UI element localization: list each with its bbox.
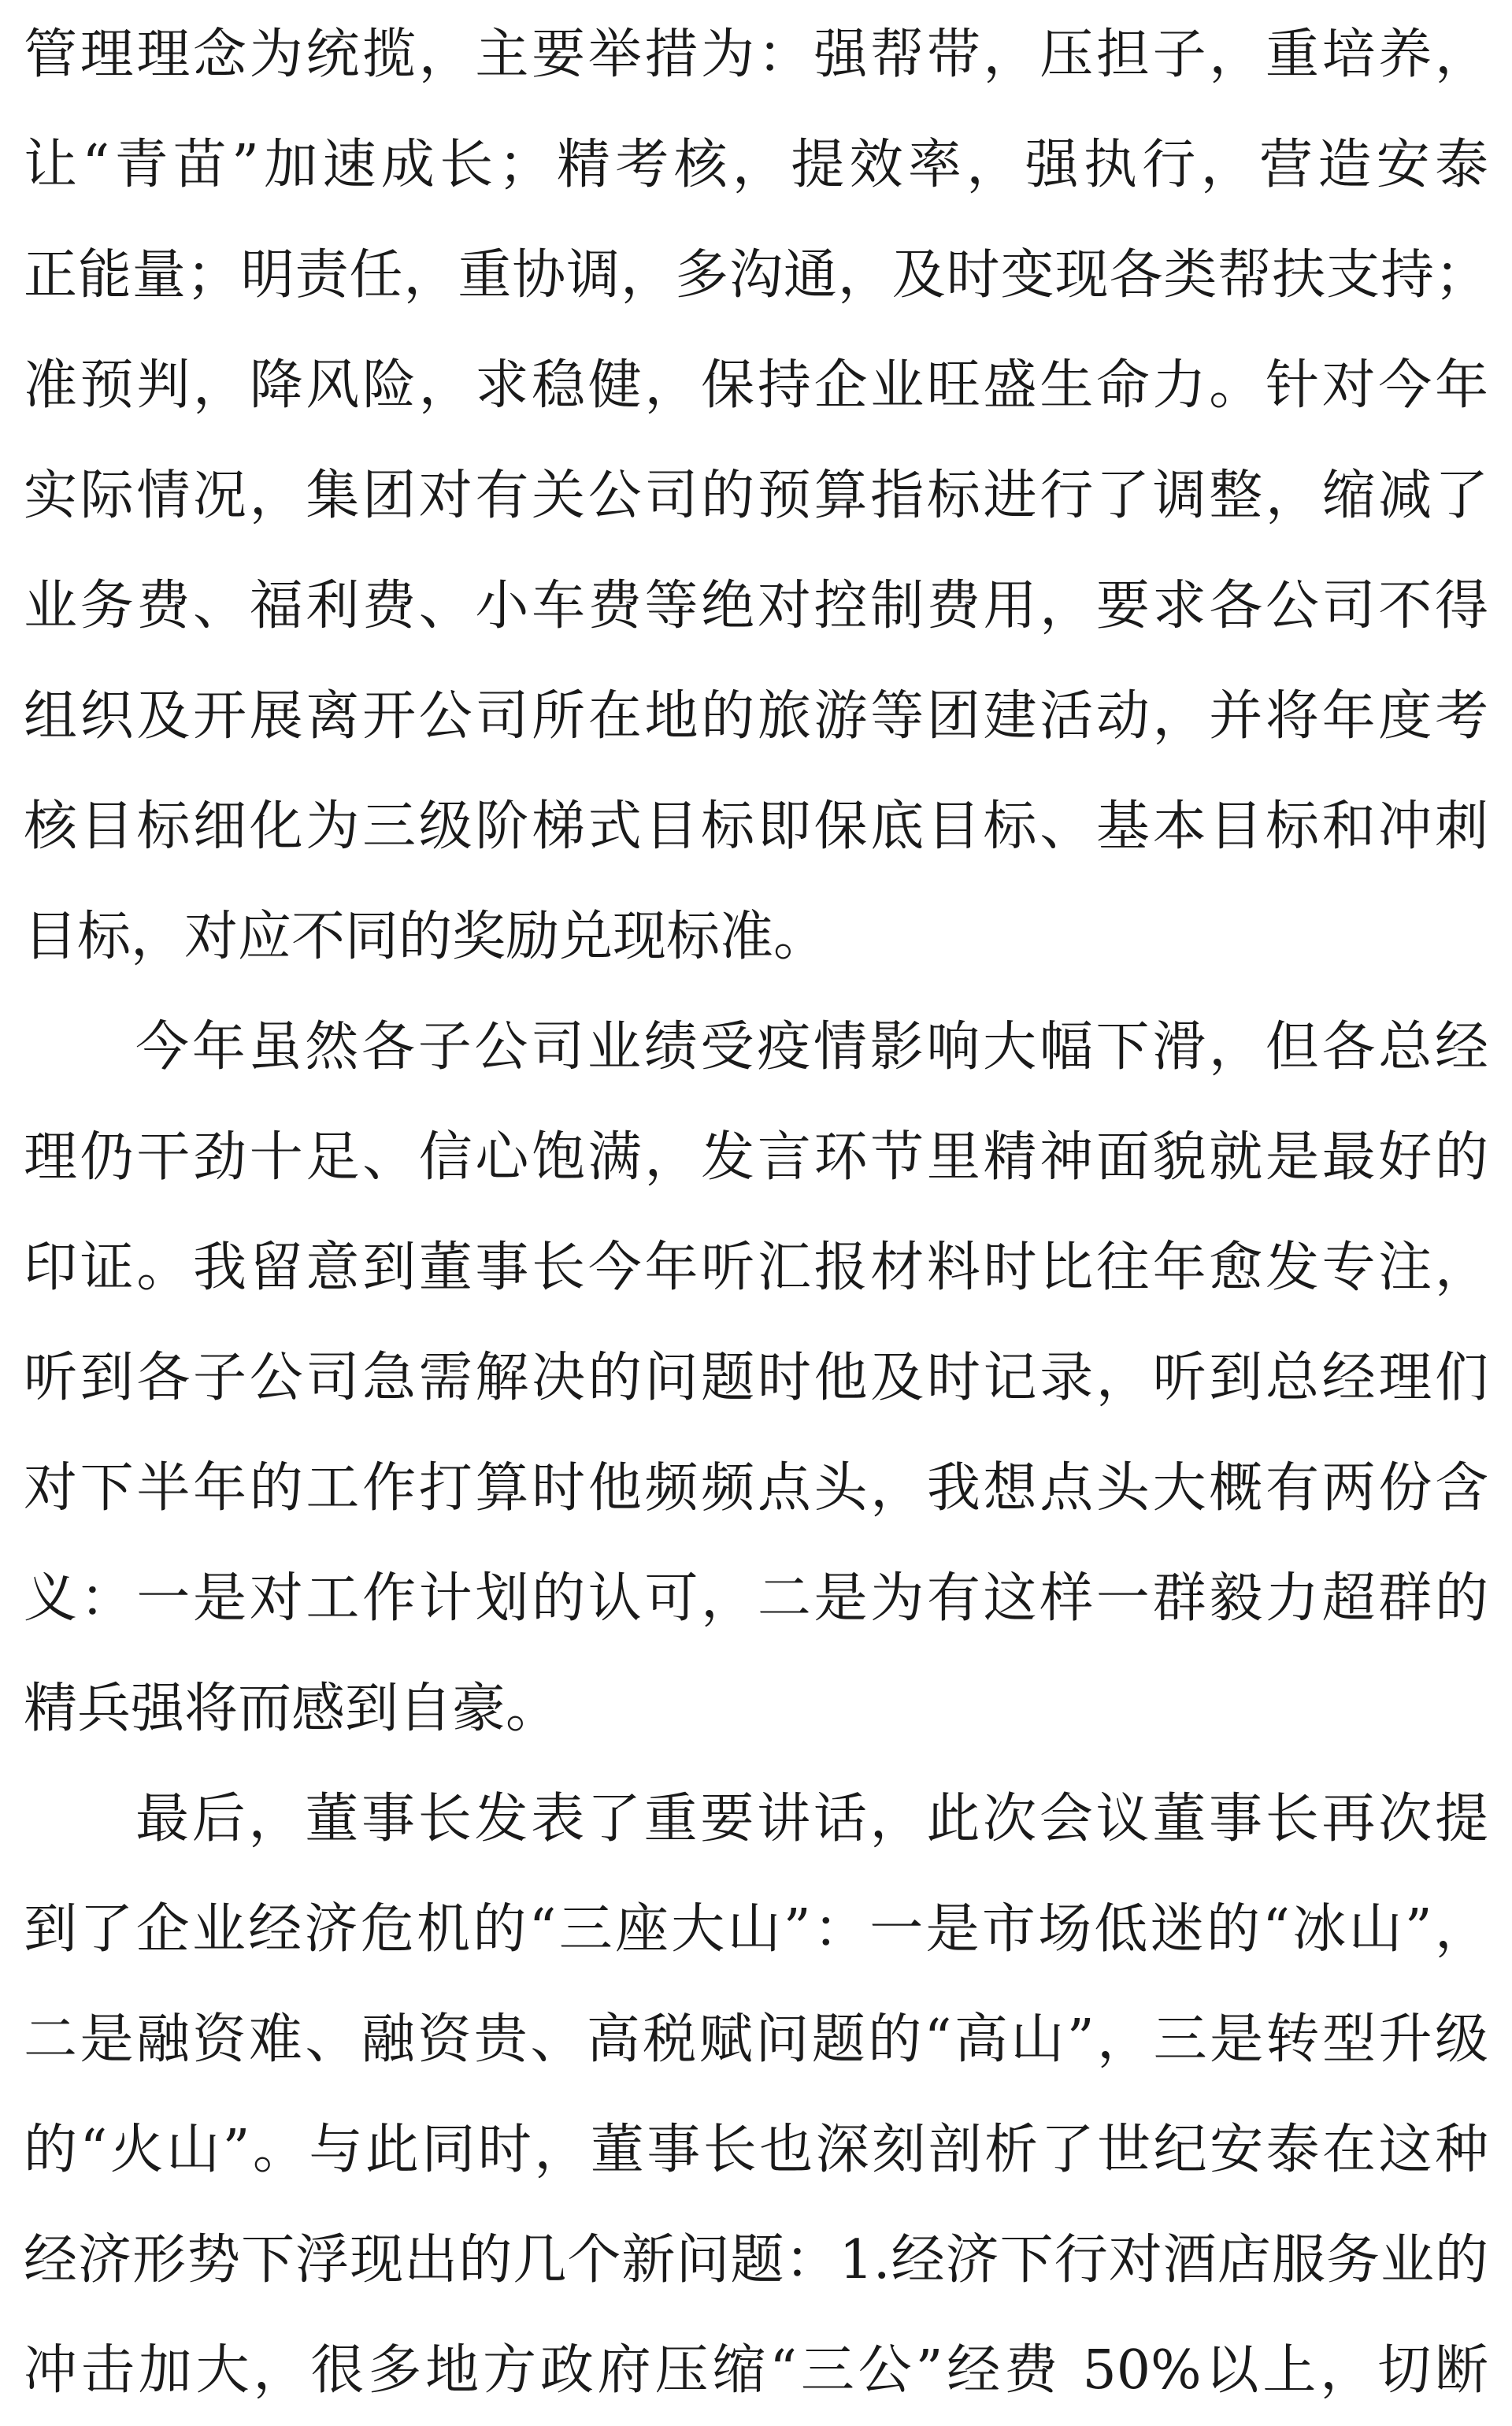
text-line-12: 印证。我留意到董事长今年听汇报材料时比往年愈发专注， — [24, 1237, 1488, 1299]
text-line-9: 目标，对应不同的奖励兑现标准。 — [24, 906, 828, 968]
text-line-5: 实际情况，集团对有关公司的预算指标进行了调整，缩减了 — [24, 465, 1488, 527]
text-line-7: 组织及开展离开公司所在地的旅游等团建活动，并将年度考 — [24, 685, 1488, 747]
text-line-3: 正能量；明责任，重协调，多沟通，及时变现各类帮扶支持； — [24, 244, 1488, 306]
text-line-10: 今年虽然各子公司业绩受疫情影响大幅下滑，但各总经 — [135, 1016, 1488, 1078]
text-line-17: 最后，董事长发表了重要讲话，此次会议董事长再次提 — [135, 1788, 1488, 1850]
text-line-4: 准预判，降风险，求稳健，保持企业旺盛生命力。针对今年 — [24, 354, 1488, 417]
text-line-14: 对下半年的工作打算时他频频点头，我想点头大概有两份含 — [24, 1457, 1488, 1519]
text-line-8: 核目标细化为三级阶梯式目标即保底目标、基本目标和冲刺 — [24, 796, 1488, 858]
text-line-21: 经济形势下浮现出的几个新问题：1.经济下行对酒店服务业的 — [24, 2229, 1488, 2291]
text-line-20: 的“火山”。与此同时，董事长也深刻剖析了世纪安泰在这种 — [24, 2119, 1488, 2181]
text-line-1: 管理理念为统揽，主要举措为：强帮带，压担子，重培养， — [24, 24, 1488, 86]
text-line-19: 二是融资难、融资贵、高税赋问题的“高山”，三是转型升级 — [24, 2009, 1488, 2071]
text-line-16: 精兵强将而感到自豪。 — [24, 1678, 560, 1740]
text-line-6: 业务费、福利费、小车费等绝对控制费用，要求各公司不得 — [24, 575, 1488, 637]
text-line-18: 到了企业经济危机的“三座大山”：一是市场低迷的“冰山”， — [24, 1898, 1488, 1960]
text-line-22: 冲击加大，很多地方政府压缩“三公”经费 50%以上，切断 — [24, 2339, 1488, 2402]
text-line-15: 义：一是对工作计划的认可，二是为有这样一群毅力超群的 — [24, 1567, 1488, 1630]
text-line-2: 让“青苗”加速成长；精考核，提效率，强执行，营造安泰 — [24, 134, 1488, 196]
text-line-13: 听到各子公司急需解决的问题时他及时记录，听到总经理们 — [24, 1347, 1488, 1409]
text-line-11: 理仍干劲十足、信心饱满，发言环节里精神面貌就是最好的 — [24, 1126, 1488, 1189]
